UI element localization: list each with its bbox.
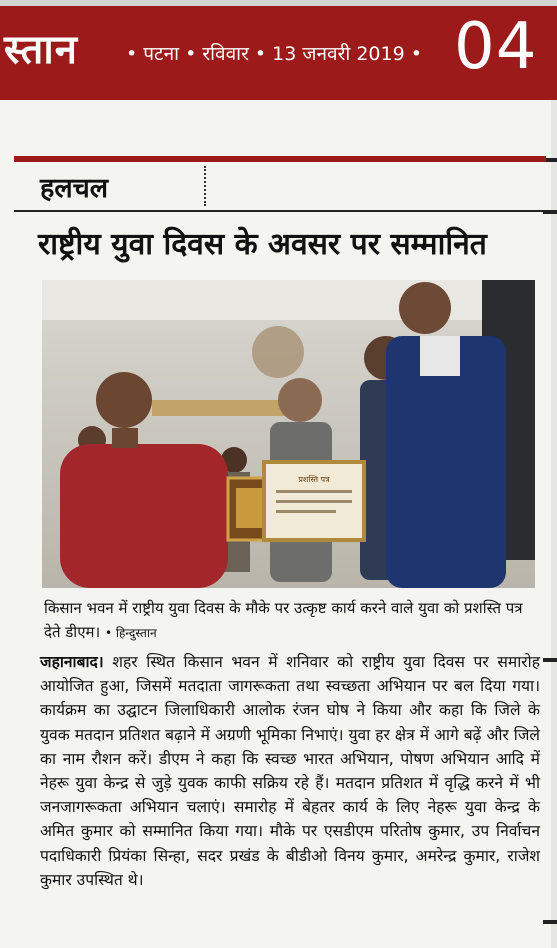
photo-illustration — [42, 280, 535, 588]
article-dateline: जहानाबाद। — [40, 653, 104, 671]
page-number: 04 — [454, 10, 538, 84]
headline: राष्ट्रीय युवा दिवस के अवसर पर सम्मानित — [38, 227, 487, 262]
photo-credit: • हिन्दुस्तान — [104, 626, 157, 640]
caption-text: किसान भवन में राष्ट्रीय युवा दिवस के मौके पर उत्कृष्ट कार्य करने वाले युवा को प्रशस्ति पत्र देते डीएम। — [44, 599, 523, 641]
masthead-dateline: • पटना • रविवार • 13 जनवरी 2019 • — [126, 43, 422, 65]
masthead — [0, 0, 557, 100]
photo-caption — [44, 596, 539, 645]
article-text: शहर स्थित किसान भवन में शनिवार को राष्ट्रीय युवा दिवस पर समारोह आयोजित हुआ, जिसमें मतदाता जागरूकता तथा स्वच्छता अभियान पर बल दिया गया। कार्यक्रम का उद्घाटन जिलाधिकारी आलोक रंजन घोष ने किया और कहा कि जिले के युवक मतदान प्रतिशत बढ़ाने में अग्रणी भूमिका निभाएं। युवा हर क्षेत्र में आगे बढ़ें और जिले का नाम रौशन करें। डीएम ने कहा कि स्वच्छ भारत अभियान, पोषण अभियान आदि में नेहरू युवा केन्द्र से जुड़े युवक काफी सक्रिय रहे हैं। मतदान प्रतिशत में वृद्धि करने में भी जनजागरूकता अभियान चलाएं। समारोह में बेहतर कार्य के लिए नेहरू युवा केन्द्र के अमित कुमार को सम्मानित किया गया। मौके पर एसडीएम परितोष कुमार, उप निर्वाचन पदाधिकारी प्रियंका सिन्हा, सदर प्रखंड के बीडीओ विनय कुमार, अमरेन्द्र कुमार, राजेश कुमार उपस्थित थे। — [40, 653, 540, 889]
section-divider — [204, 166, 206, 206]
section-rule — [14, 156, 546, 162]
certificate-title: प्रशस्ति पत्र — [298, 475, 330, 484]
section-label: हलचल — [40, 173, 109, 204]
newspaper-name: स्तान — [4, 27, 78, 73]
news-photo — [42, 280, 535, 588]
page-edge — [551, 100, 557, 948]
edge-mark — [543, 920, 557, 924]
article-body — [40, 650, 540, 892]
edge-mark — [543, 658, 557, 662]
